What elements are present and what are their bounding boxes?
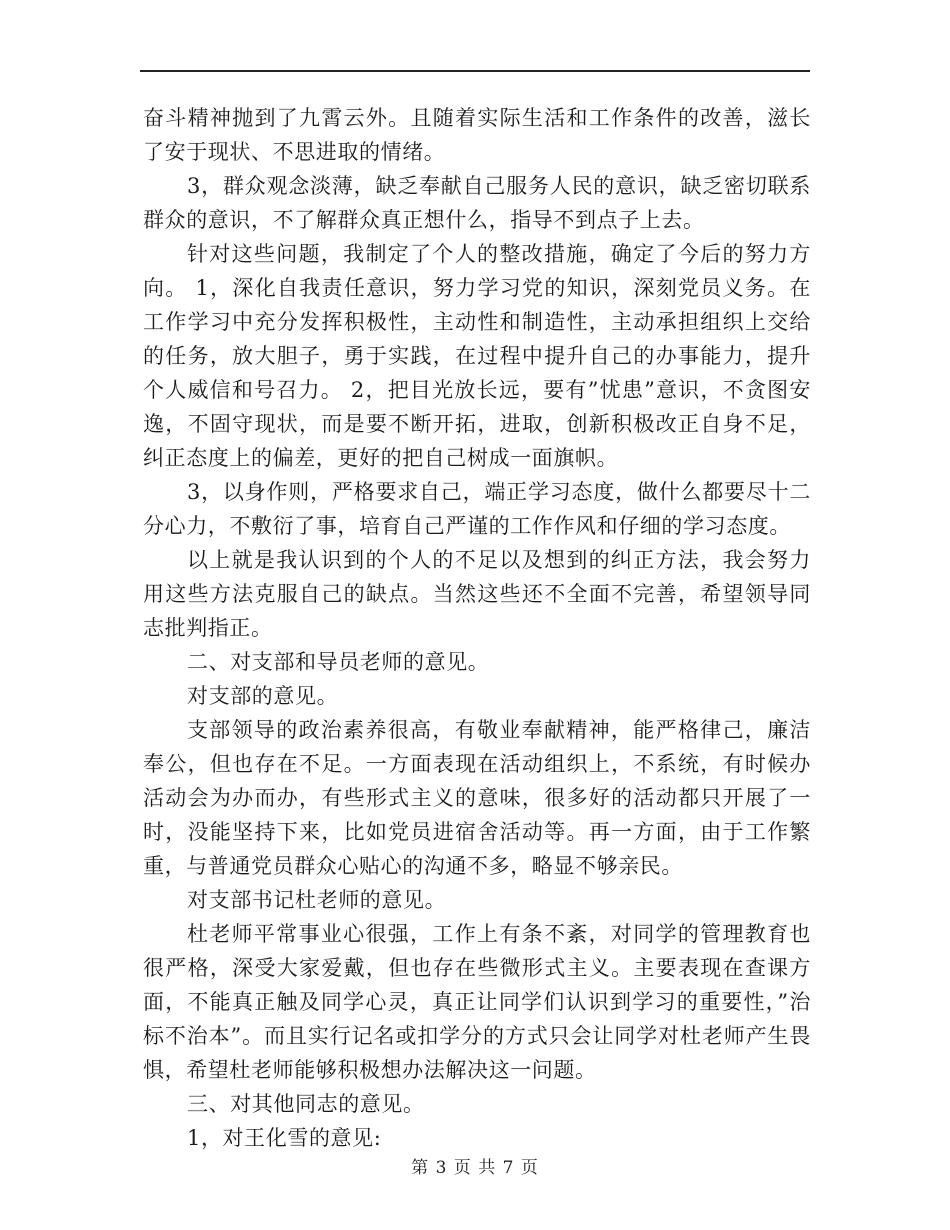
section-heading-2: 二、对支部和导员老师的意见。: [187, 650, 490, 674]
paragraph-branch-opinion: 支部领导的政治素养很高，有敬业奉献精神，能严格律己，廉洁奉公，但也存在不足。一方面表现在活动组织上，不系统，有时候办活动会为办而办，有些形式主义的意味，很多好的活动都只开展了一时，没能坚持下来，比如党员进宿舍活动等。再一方面，由于工作繁重，与普通党员群众心贴心的沟通不多，略显不够亲民。: [143, 718, 811, 878]
subheading-secretary: 对支部书记杜老师的意见。: [187, 888, 447, 912]
section-heading-3: 三、对其他同志的意见。: [187, 1092, 425, 1116]
header-rule: [140, 70, 810, 72]
paragraph-point-3: 3，群众观念淡薄，缺乏奉献自己服务人民的意识，缺乏密切联系群众的意识，不了解群众真正想什么，指导不到点子上去。: [143, 174, 811, 232]
paragraph-summary: 以上就是我认识到的个人的不足以及想到的纠正方法，我会努力用这些方法克服自己的缺点。当然这些还不全面不完善，希望领导同志批判指正。: [143, 548, 811, 640]
paragraph-continuation: 奋斗精神抛到了九霄云外。且随着实际生活和工作条件的改善，滋长了安于现状、不思进取的情绪。: [143, 106, 811, 164]
paragraph-measures: 针对这些问题，我制定了个人的整改措施，确定了今后的努力方向。 1，深化自我责任意识，努力学习党的知识，深刻党员义务。在工作学习中充分发挥积极性，主动性和制造性，主动承担组织上交给的任务，放大胆子，勇于实践，在过程中提升自己的办事能力，提升个人威信和号召力。 2，把目光放长远，要有”忧患”意识，不贪图安逸，不固守现状，而是要不断开拓，进取，创新积极改正自身不足，纠正态度上的偏差，更好的把自己树成一面旗帜。: [143, 242, 811, 470]
paragraph-measure-3: 3，以身作则，严格要求自己，端正学习态度，做什么都要尽十二分心力，不敷衍了事，培育自己严谨的工作作风和仔细的学习态度。: [143, 480, 811, 538]
document-body: [143, 101, 811, 1155]
subheading-wang: 1，对王化雪的意见:: [187, 1126, 382, 1150]
subheading-branch: 对支部的意见。: [187, 684, 339, 708]
paragraph-secretary-opinion: 杜老师平常事业心很强，工作上有条不紊，对同学的管理教育也很严格，深受大家爱戴，但也存在些微形式主义。主要表现在查课方面，不能真正触及同学心灵，真正让同学们认识到学习的重要性，”治标不治本”。而且实行记名或扣学分的方式只会让同学对杜老师产生畏惧，希望杜老师能够积极想办法解决这一问题。: [143, 922, 811, 1082]
page-indicator: 第 3 页 共 7 页: [411, 1158, 539, 1178]
